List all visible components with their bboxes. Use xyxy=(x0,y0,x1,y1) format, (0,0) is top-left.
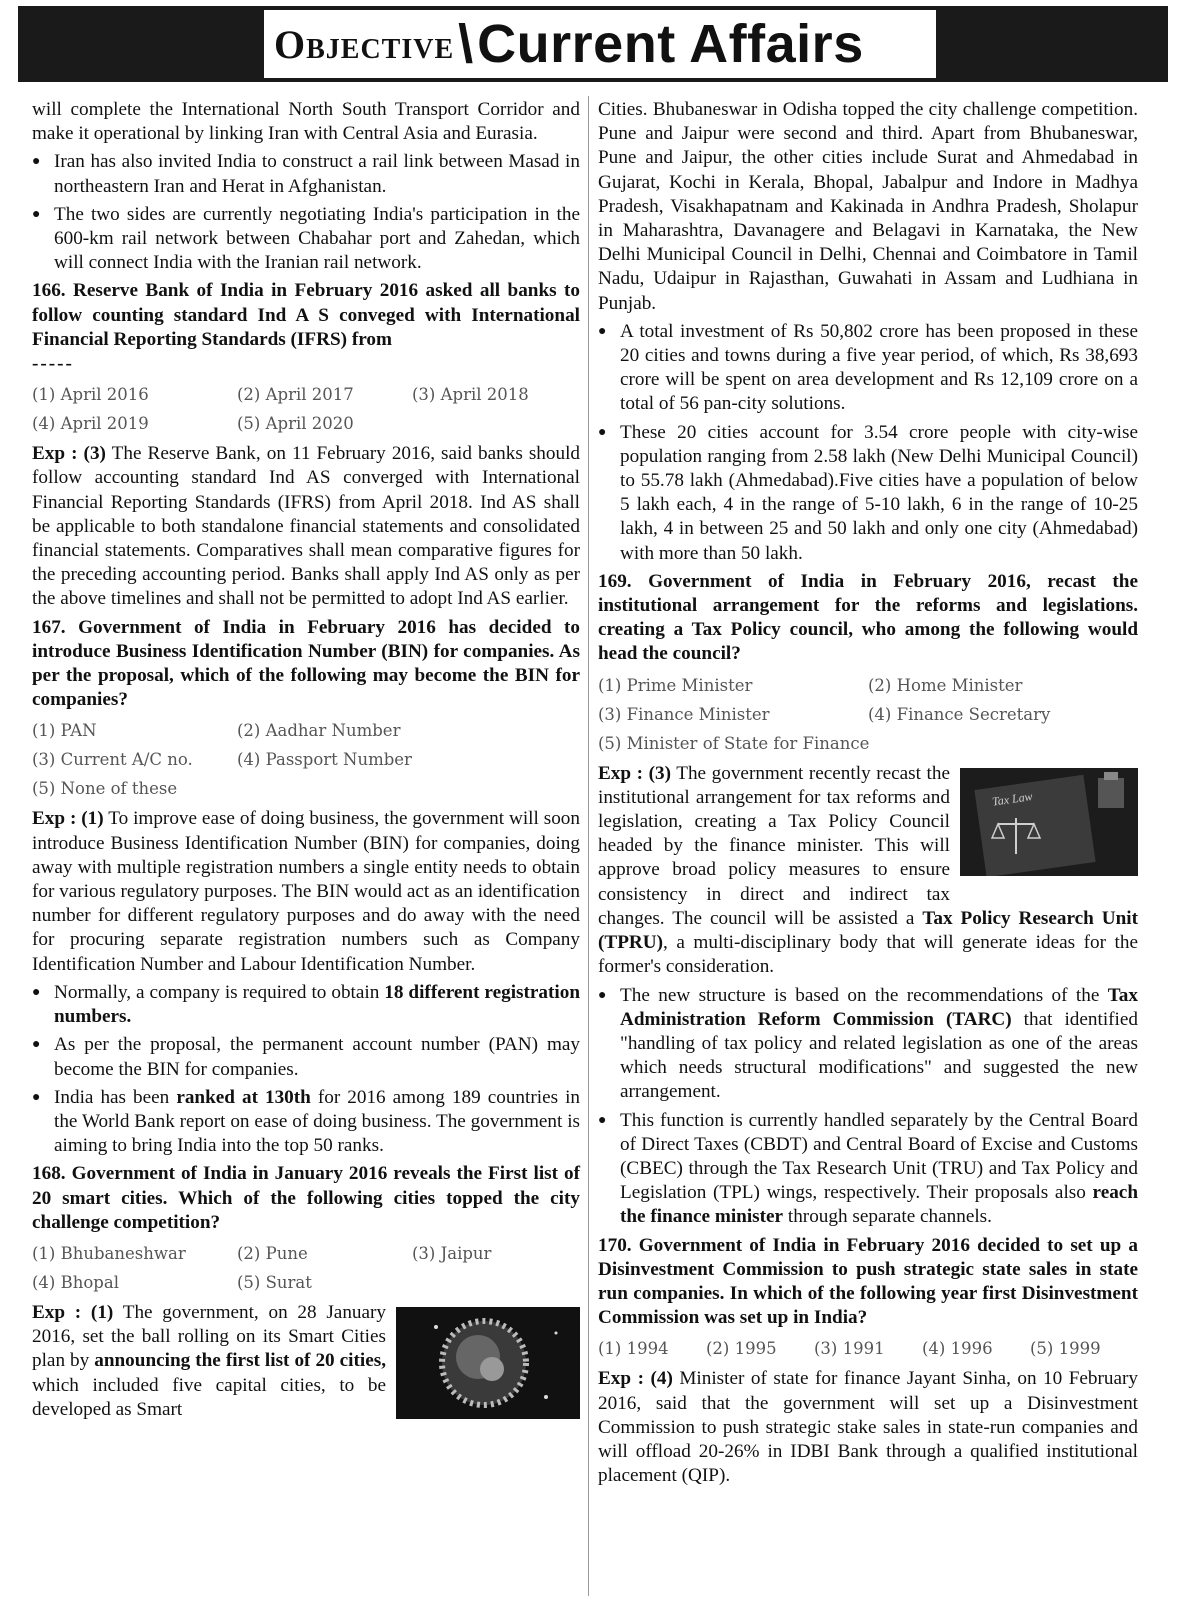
left-column xyxy=(32,98,580,1432)
option: (4) Bhopal xyxy=(32,1272,119,1292)
options-166 xyxy=(32,380,580,438)
option: (2) 1995 xyxy=(706,1339,777,1359)
tax-law-book-icon xyxy=(960,768,1138,876)
question-166: 166. Reserve Bank of India in February 2016 asked all banks to follow counting standard Ind A S conveged with International Financial Reporting Standards (IFRS) from ----- xyxy=(32,280,580,375)
option: (4) 1996 xyxy=(922,1339,993,1359)
option: (4) Passport Number xyxy=(237,750,412,770)
question-167: 167. Government of India in February 2016 has decided to introduce Business Identification Number (BIN) for companies. As per the proposal, which of the following may become the BIN for companies? xyxy=(32,616,580,711)
column-divider xyxy=(588,96,589,1596)
option: (4) April 2019 xyxy=(32,414,149,434)
tax-law-image xyxy=(960,768,1138,883)
options-167 xyxy=(32,716,580,803)
option: (3) 1991 xyxy=(814,1339,885,1359)
explanation-170: Exp : (4) Minister of state for finance Jayant Sinha, on 10 February 2016, said that the government will set up a Disinvestment Commission to push strategic stake sales in state-run companies and will offload 20-26% in IDBI Bank through a qualified institutional placement (QIP). xyxy=(598,1368,1139,1487)
option: (1) Prime Minister xyxy=(598,675,753,695)
options-168 xyxy=(32,1239,580,1297)
option: (4) Finance Secretary xyxy=(868,704,1051,724)
option: (1) PAN xyxy=(32,721,97,741)
option: (5) Surat xyxy=(237,1272,312,1292)
explanation-167: Exp : (1) To improve ease of doing business, the government will soon introduce Business Identification Number (BIN) for companies, doing away with multiple registration numbers a single entity needs to obtain for various regulatory purposes. The BIN would act as an identification number for different regulatory purposes and do away with the need for procuring separate registration numbers such as Company Identification Number and Labour Identification Number. xyxy=(32,808,580,975)
question-170: 170. Government of India in February 2016 decided to set up a Disinvestment Commission to push strategic state sales in state run companies. In which of the following year first Disinvestment Commission was set up in India? xyxy=(598,1234,1138,1329)
question-168: 168. Government of India in January 2016 reveals the First list of 20 smart cities. Which of the following cities topped the city challenge competition? xyxy=(32,1163,580,1233)
explanation-169: Tax Law Exp : (3) The government recently recast the institutional arrangement for tax reforms and legislation, creating a Tax Policy Council headed by the finance minister. This will approve broad policy measures to ensure consistency in direct and indirect tax changes. The council will be assisted a Tax Policy Research Unit (TPRU), a multi-disciplinary body that will generate ideas for the former's consideration. xyxy=(598,762,1138,978)
option: (2) April 2017 xyxy=(237,385,354,405)
option: (1) April 2016 xyxy=(32,385,149,405)
smart-city-image xyxy=(396,1307,580,1426)
option: (3) Jaipur xyxy=(412,1243,492,1263)
bullet-167: ● India has been ranked at 130th for 2016 among 189 countries in the World Bank report on ease of doing business. The government is aiming to bring India into the top 50 ranks. xyxy=(32,1086,580,1159)
continuation-text: Cities. Bhubaneswar in Odisha topped the city challenge competition. Pune and Jaipur were second and third. Apart from Bhubaneswar, Pune and Jaipur, the other cities include Surat and Ahmedabad in Gujarat, Kochi in Kerala, Bhopal, Jabalpur and Indore in Madhya Pradesh, Visakhapatnam and Kakinada in Andhra Pradesh, Sholapur in Maharashtra, Davanagere and Belagavi in Karnataka, the New Delhi Municipal Council in Delhi, Chennai and Coimbatore in Tamil Nadu, Udaipur in Rajasthan, Guwahati in Assam and Ludhiana in Punjab. xyxy=(598,99,1138,314)
bullet-169: ● The new structure is based on the recommendations of the Tax Administration Reform Commission (TARC) that identified "handling of tax policy and related legislation as one of the areas which needs structural modifications" and suggested the new arrangement. xyxy=(598,984,1138,1105)
option: (2) Aadhar Number xyxy=(237,721,401,741)
option: (3) April 2018 xyxy=(412,385,529,405)
bullet-168: ● These 20 cities account for 3.54 crore people with city-wise population ranging from 2.58 lakh (New Delhi Municipal Council) to 55.78 lakh (Ahmedabad).Five cities have a population of below 5 lakh each, 4 in the range of 5-10 lakh, 6 in the range of 10-25 lakh, 4 in between 25 and 50 lakh and only one city (Ahmedabad) with more than 50 lakh. xyxy=(598,421,1138,566)
header-objective: Objective xyxy=(274,21,455,67)
option: (5) Minister of State for Finance xyxy=(598,733,870,753)
option: (1) 1994 xyxy=(598,1339,669,1359)
explanation-168: Exp : (1) The government, on 28 January 2016, set the ball rolling on its Smart Cities plan by announcing the first list of 20 cities, which included five capital cities, to be developed as Smart xyxy=(32,1301,580,1422)
page-header xyxy=(0,0,1186,86)
header-current-affairs: Current Affairs xyxy=(477,14,864,74)
option: (2) Pune xyxy=(237,1243,308,1263)
svg-text:Tax Law: Tax Law xyxy=(991,788,1034,809)
bullet-168: ● A total investment of Rs 50,802 crore has been proposed in these 20 cities and towns during a five year period, of which, Rs 38,693 crore will be spent on area development and Rs 12,109 crore on a total of 56 pan-city solutions. xyxy=(598,320,1138,417)
question-169: 169. Government of India in February 2016, recast the institutional arrangement for the reforms and legislations. creating a Tax Policy council, who among the following would head the council? xyxy=(598,570,1138,665)
header-title-box xyxy=(262,8,938,80)
globe-image-icon xyxy=(396,1307,580,1419)
option: (3) Current A/C no. xyxy=(32,750,193,770)
right-column xyxy=(598,98,1138,1490)
option: (2) Home Minister xyxy=(868,675,1023,695)
intro-text: will complete the International North South Transport Corridor and make it operational by linking Iran with Central Asia and Eurasia. xyxy=(32,99,580,145)
option: (5) None of these xyxy=(32,779,178,799)
options-170 xyxy=(598,1334,1138,1363)
bullet-167: ● As per the proposal, the permanent account number (PAN) may become the BIN for companies. xyxy=(32,1033,580,1081)
option: (5) April 2020 xyxy=(237,414,354,434)
bullet-167: ● Normally, a company is required to obtain 18 different registration numbers. xyxy=(32,981,580,1029)
bullet-169: ● This function is currently handled separately by the Central Board of Direct Taxes (CBDT) and Central Board of Excise and Customs (CBEC) through the Tax Research Unit (TRU) and Tax Policy and Legislation (TPL) wings, respectively. Their proposals also reach the finance minister through separate channels. xyxy=(598,1109,1138,1230)
option: (3) Finance Minister xyxy=(598,704,770,724)
intro-bullet: ● The two sides are currently negotiating India's participation in the 600-km rail network between Chabahar port and Zahedan, which will connect India with the Iranian rail network. xyxy=(32,203,580,276)
intro-bullet: ● Iran has also invited India to construct a rail link between Masad in northeastern Iran and Herat in Afghanistan. xyxy=(32,150,580,198)
explanation-166: Exp : (3) The Reserve Bank, on 11 February 2016, said banks should follow accounting standard Ind AS converged with International Financial Reporting Standards (IFRS) from April 2018. Ind AS shall be applicable to both standalone financial statements and consolidated financial statements. Comparatives shall mean comparative figures for the preceding accounting period. Banks shall apply Ind AS only as per the above timelines and shall not be permitted to adopt Ind AS earlier. xyxy=(32,443,581,610)
header-separator: \ xyxy=(458,14,474,74)
option: (1) Bhubaneshwar xyxy=(32,1243,186,1263)
options-169 xyxy=(598,671,1138,758)
option: (5) 1999 xyxy=(1030,1339,1101,1359)
